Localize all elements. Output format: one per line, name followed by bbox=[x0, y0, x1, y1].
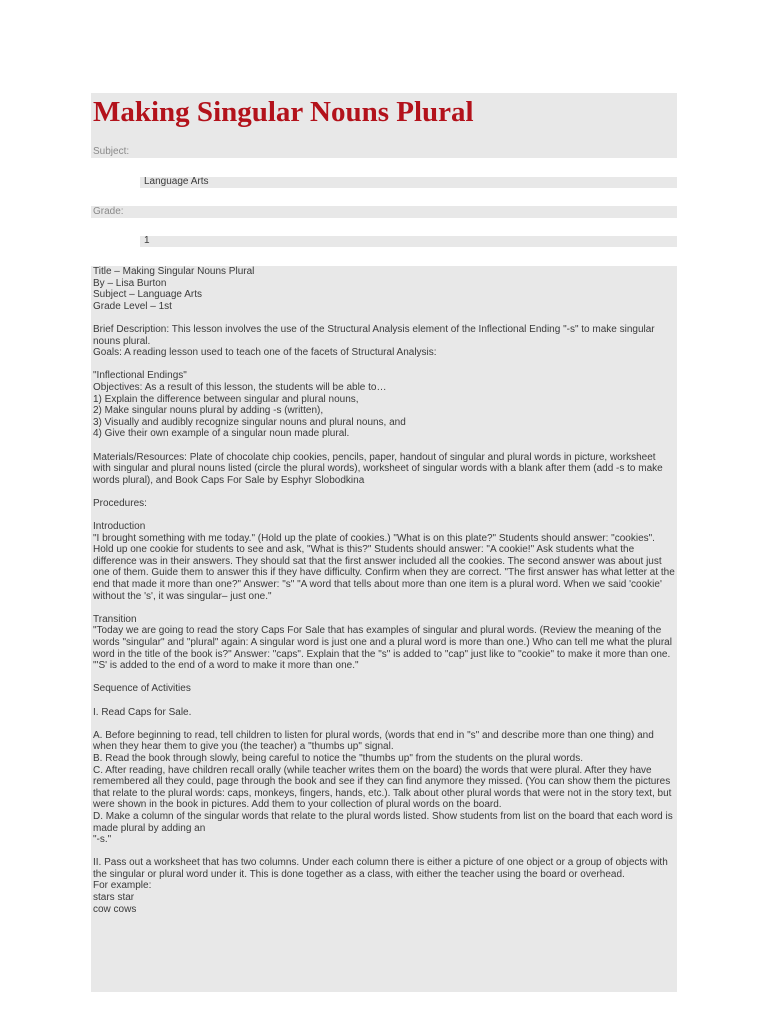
transition-text: "Today we are going to read the story Caps For Sale that has examples of singular and plural words. (Review the meaning of the words "singular" and "plural" again: A singular word is just one and a plural word is more than one.) Who can tell me what the plural word in the title of the book is?" Answer: "caps". Explain that the "s" is added to "cap" just like to "cookie" to make it more than one. "'S' is added to the end of a word to make it more than one." bbox=[93, 625, 672, 672]
header-line: By – Lisa Burton bbox=[93, 277, 167, 289]
activity-step: I. Read Caps for Sale. bbox=[93, 706, 192, 718]
for-example: For example: bbox=[93, 880, 152, 892]
grade-value: 1 bbox=[144, 235, 150, 246]
objective-item: 2) Make singular nouns plural by adding -s (written), bbox=[93, 405, 324, 417]
sequence-heading: Sequence of Activities bbox=[93, 683, 191, 695]
grade-value-bar bbox=[140, 236, 677, 247]
goals: Goals: A reading lesson used to teach one of the facets of Structural Analysis: bbox=[93, 347, 437, 359]
activity-step: C. After reading, have children recall orally (while teacher writes them on the board) the words that were plural. After they have remembered all they could, page through the book and see if they can find anymore they missed. (You can show them the pictures that relate to the plural words: caps, monkeys, fingers, hands, etc.). Talk about other plural words that were not in the story text, but were shown in the book in pictures. Add them to your collection of plural words on the board. bbox=[93, 764, 672, 811]
objective-item: 4) Give their own example of a singular noun made plural. bbox=[93, 428, 350, 440]
inflectional-endings: "Inflectional Endings" bbox=[93, 370, 187, 382]
header-line: Subject – Language Arts bbox=[93, 289, 202, 301]
transition-heading: Transition bbox=[93, 613, 137, 625]
page-title: Making Singular Nouns Plural bbox=[93, 96, 474, 128]
header-line: Grade Level – 1st bbox=[93, 300, 172, 312]
activity-step: A. Before beginning to read, tell children to listen for plural words, (words that end in "s" and describe more than one thing) and when they hear them to give you (the teacher) a "thumbs up" signal. bbox=[93, 729, 654, 753]
subject-label: Subject: bbox=[93, 146, 130, 157]
objectives-intro: Objectives: As a result of this lesson, the students will be able to… bbox=[93, 381, 387, 393]
example-line: cow cows bbox=[93, 903, 137, 915]
example-line: stars star bbox=[93, 892, 135, 904]
header-line: Title – Making Singular Nouns Plural bbox=[93, 266, 255, 277]
procedures-heading: Procedures: bbox=[93, 497, 147, 509]
lesson-body bbox=[93, 266, 675, 915]
activity-step: D. Make a column of the singular words that relate to the plural words listed. Show students from list on the board that each word is made plural by adding an bbox=[93, 810, 673, 834]
introduction-text: "I brought something with me today." (Hold up the plate of cookies.) "What is on this plate?" Students should answer: "cookies". Hold up one cookie for students to see and ask, "What is this?" Students should answer: "A cookie!" Ask students what the difference was in their answers. They should sat that the first answer included all the cookies. The second answer was about just one of them. Guide them to answer this if they have difficulty. Confirm when they are correct. "The first answer has what letter at the end that made it more than one?" Answer: "s" "A word that tells about more than one item is a plural word. When we said 'cookie' without the 's', it was singular– just one." bbox=[93, 532, 675, 602]
activity-step: "-s." bbox=[93, 834, 112, 846]
activity-step: II. Pass out a worksheet that has two columns. Under each column there is either a picture of one object or a group of objects with the singular or plural word under it. This is done together as a class, with either the teacher using the board or overhead. bbox=[93, 857, 668, 880]
objective-item: 3) Visually and audibly recognize singular nouns and plural nouns, and bbox=[93, 416, 406, 428]
objective-item: 1) Explain the difference between singular and plural nouns, bbox=[93, 393, 359, 405]
title-panel bbox=[91, 93, 677, 158]
brief-description: Brief Description: This lesson involves the use of the Structural Analysis element of the Inflectional Ending "-s" to make singular nouns plural. bbox=[93, 323, 655, 347]
activity-step: B. Read the book through slowly, being careful to notice the "thumbs up" from the students on the plural words. bbox=[93, 752, 583, 764]
subject-value: Language Arts bbox=[144, 176, 209, 187]
introduction-heading: Introduction bbox=[93, 521, 146, 533]
materials: Materials/Resources: Plate of chocolate chip cookies, pencils, paper, handout of singular and plural words in picture, worksheet with singular and plural nouns listed (circle the plural words), worksheet of singular words with a blank after them (add -s to make words plural), and Book Caps For Sale by Esphyr Slobodkina bbox=[93, 451, 663, 486]
lesson-body-panel bbox=[91, 266, 677, 992]
grade-label-bar bbox=[91, 206, 677, 218]
subject-value-bar bbox=[140, 177, 677, 188]
grade-label: Grade: bbox=[93, 206, 124, 217]
